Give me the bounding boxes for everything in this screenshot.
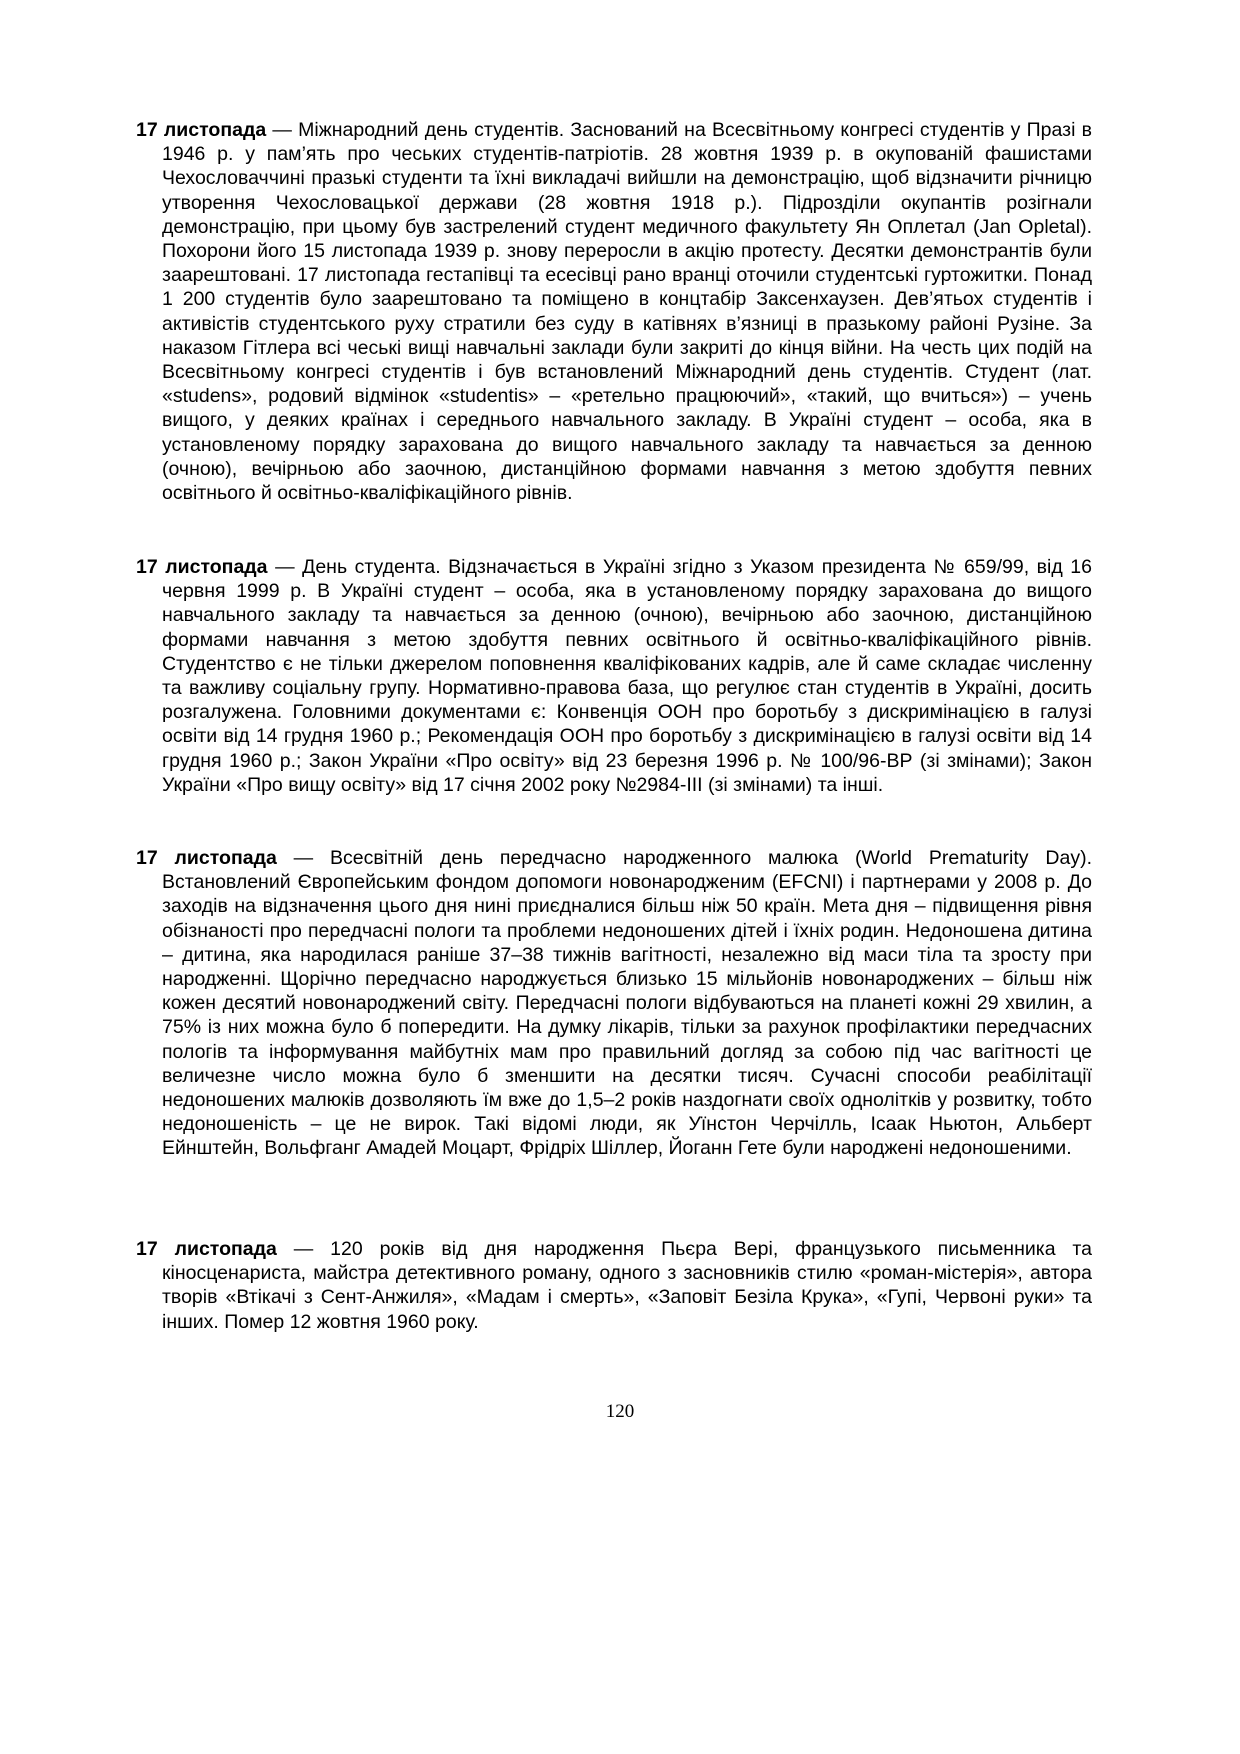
calendar-entry xyxy=(136,1237,1092,1334)
entry-date: 17 листопада xyxy=(136,847,277,869)
entry-text: — День студента. Відзначається в Україні згідно з Указом президента № 659/99, від 16 червня 1999 р. В Україні студент – особа, яка в установленому порядку зарахована до вищого навчального закладу та навчається за денною (очною), вечірньою або заочною, дистанційною формами навчання з метою здобуття певних освітнього й освітньо-кваліфікаційного рівнів. Студентство є не тільки джерелом поповнення кваліфікованих кадрів, але й саме складає численну та важливу соціальну групу. Нормативно-правова база, що регулює стан студентів в Україні, досить розгалужена. Головними документами є: Конвенція ООН про боротьбу з дискримінацією в галузі освіти від 14 грудня 1960 р.; Рекомендація ООН про боротьбу з дискримінацією в галузі освіти від 14 грудня 1960 р.; Закон України «Про освіту» від 23 березня 1996 р. № 100/96-ВР (зі змінами); Закон України «Про вищу освіту» від 17 січня 2002 року №2984-III (зі змінами) та інші. xyxy=(162,556,1092,796)
entry-text: — Всесвітній день передчасно народженного малюка (World Prematurity Day). Встановлений Європейським фондом допомоги новонародженим (EFCNI) і партнерами у 2008 р. До заходів на відзначення цього дня нині приєдналися більш ніж 50 країн. Мета дня – підвищення рівня обізнаності про передчасні пологи та проблеми недоношених дітей і їхніх родин. Недоношена дитина – дитина, яка народилася раніше 37–38 тижнів вагітності, незалежно від маси тіла та зросту при народженні. Щорічно передчасно народжується близько 15 мільйонів новонароджених – більш ніж кожен десятий новонароджений світу. Передчасні пологи відбуваються на планеті кожні 29 хвилин, а 75% із них можна було б попередити. На думку лікарів, тільки за рахунок профілактики передчасних пологів та інформування майбутніх мам про правильний догляд за собою під час вагітності це величезне число можна було б зменшити на десятки тисяч. Сучасні способи реабілітації недоношених малюків дозволяють їм вже до 1,5–2 років наздогнати своїх однолітків у розвитку, тобто недоношеність – це не вирок. Такі відомі люди, як Уїнстон Черчілль, Ісаак Ньютон, Альберт Ейнштейн, Вольфганг Амадей Моцарт, Фрідріх Шіллер, Йоганн Гете були народжені недоношеними. xyxy=(162,847,1092,1160)
calendar-entry xyxy=(136,555,1092,797)
calendar-entry xyxy=(136,118,1092,505)
entry-text: — 120 років від дня народження Пьєра Вері, французького письменника та кіносценариста, майстра детективного роману, одного з засновників стилю «роман-містерія», автора творів «Втікачі з Сент-Анжиля», «Мадам і смерть», «Заповіт Безіла Крука», «Гупі, Червоні руки» та інших. Помер 12 жовтня 1960 року. xyxy=(162,1238,1092,1333)
entry-date: 17 листопада xyxy=(136,556,268,578)
entry-date: 17 листопада xyxy=(136,1238,277,1260)
entry-date: 17 листопада xyxy=(136,119,267,141)
page-number: 120 xyxy=(605,1401,635,1422)
calendar-entry xyxy=(136,846,1092,1161)
entry-text: — Міжнародний день студентів. Заснований на Всесвітньому конгресі студентів у Празі в 1946 р. у пам’ять про чеських студентів-патріотів. 28 жовтня 1939 р. в окупованій фашистами Чехословаччині празькі студенти та їхні викладачі вийшли на демонстрацію, щоб відзначити річницю утворення Чехословацької держави (28 жовтня 1918 р.). Підрозділи окупантів розігнали демонстрацію, при цьому був застрелений студент медичного факультету Ян Оплетал (Jan Opletal). Похорони його 15 листопада 1939 р. знову переросли в акцію протесту. Десятки демонстрантів були заарештовані. 17 листопада гестапівці та есесівці рано вранці оточили студентські гуртожитки. Понад 1 200 студентів було заарештовано та поміщено в концтабір Заксенхаузен. Дев’ятьох студентів і активістів студентського руху стратили без суду в катівнях в’язниці в празькому районі Рузіне. За наказом Гітлера всі чеські вищі навчальні заклади були закриті до кінця війни. На честь цих подій на Всесвітньому конгресі студентів і був встановлений Міжнародний день студентів. Студент (лат. «studens», родовий відмінок «studentis» – «ретельно працюючий», «такий, що вчиться») – учень вищого, у деяких країнах і середнього навчального закладу. В Україні студент – особа, яка в установленому порядку зарахована до вищого навчального закладу та навчається за денною (очною), вечірньою або заочною, дистанційною формами навчання з метою здобуття певних освітнього й освітньо-кваліфікаційного рівнів. xyxy=(162,119,1092,505)
